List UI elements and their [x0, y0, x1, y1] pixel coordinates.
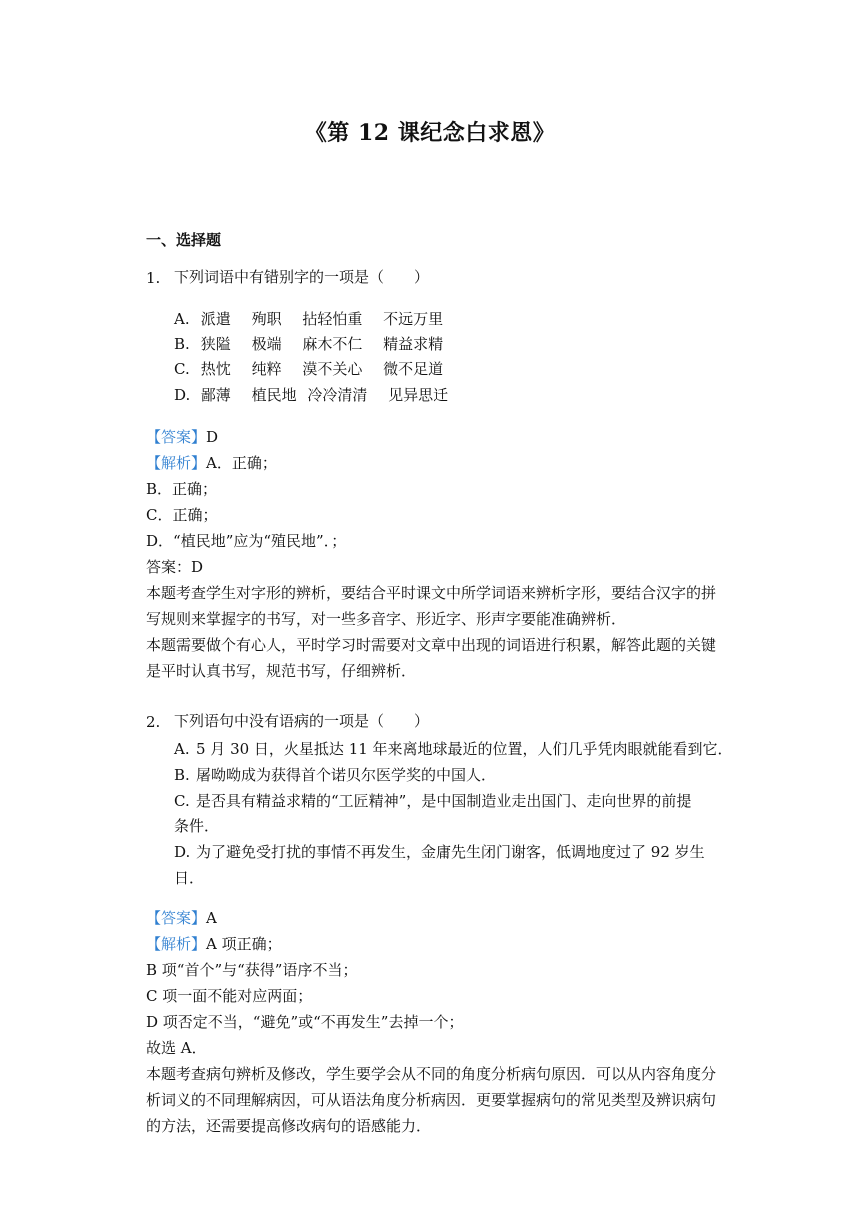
analysis-line: 是平时认真书写，规范书写，仔细辨析．	[146, 662, 417, 680]
option-continuation: 条件．	[174, 817, 220, 835]
option-word: 微不足道	[383, 360, 444, 378]
analysis-text: A 项正确；	[206, 935, 282, 953]
analysis-tag: 【解析】	[146, 935, 207, 953]
question-2-answer	[146, 908, 217, 928]
option-word: 极端	[251, 335, 282, 353]
analysis-line: 本题需要做个有心人，平时学习时需要对文章中出现的词语进行积累，解答此题的关键	[146, 636, 717, 654]
answer-value: D	[206, 428, 219, 446]
option-word: 拈轻怕重	[302, 310, 363, 328]
option-continuation: 日．	[174, 869, 205, 887]
analysis-line: B 项“首个”与“获得”语序不当；	[146, 961, 358, 979]
option-word: 殉职	[251, 310, 282, 328]
question-1-stem: 下列词语中有错别字的一项是（ ）	[174, 268, 430, 286]
question-1-option-d	[174, 385, 464, 405]
question-2-option-d	[174, 842, 705, 862]
section-heading: 一、选择题	[146, 231, 222, 249]
analysis-line: 答案：D	[146, 558, 204, 576]
option-letter: D.	[174, 843, 191, 861]
question-1-option-c	[174, 359, 459, 379]
analysis-line: 析词义的不同理解病因，可从语法角度分析病因．更要掌握病句的常见类型及辨识病句	[146, 1091, 717, 1109]
option-text: 是否具有精益求精的“工匠精神”，是中国制造业走出国门、走向世界的前提	[196, 792, 692, 810]
answer-value: A	[206, 909, 217, 927]
option-letter: D.	[174, 386, 191, 404]
option-word: 漠不关心	[302, 360, 363, 378]
option-word: 狭隘	[200, 335, 231, 353]
analysis-line: 的方法，还需要提高修改病句的语感能力．	[146, 1117, 432, 1135]
question-1-option-b	[174, 334, 459, 354]
answer-tag: 【答案】	[146, 428, 207, 446]
analysis-line: B．正确；	[146, 480, 218, 498]
option-letter: C.	[174, 792, 190, 810]
question-2-option-b	[174, 765, 496, 785]
analysis-line: 故选 A．	[146, 1039, 207, 1057]
question-2-number: 2.	[146, 713, 161, 731]
option-text: 为了避免受打扰的事情不再发生，金庸先生闭门谢客，低调地度过了 92 岁生	[196, 843, 705, 861]
analysis-line: 本题考查病句辨析及修改，学生要学会从不同的角度分析病句原因．可以从内容角度分	[146, 1065, 717, 1083]
option-word: 鄙薄	[200, 386, 231, 404]
analysis-line: D 项否定不当，“避免”或“不再发生”去掉一个；	[146, 1013, 464, 1031]
question-2-stem: 下列语句中没有语病的一项是（ ）	[174, 712, 430, 730]
analysis-line: D．“植民地”应为“殖民地”．；	[146, 532, 347, 550]
question-1-analysis	[146, 453, 277, 473]
answer-tag: 【答案】	[146, 909, 207, 927]
option-word: 纯粹	[251, 360, 282, 378]
question-2-option-a	[174, 739, 733, 759]
option-word: 不远万里	[383, 310, 444, 328]
option-word: 麻木不仁	[302, 335, 363, 353]
option-text: 屠呦呦成为获得首个诺贝尔医学奖的中国人．	[196, 766, 497, 784]
option-letter: A.	[174, 740, 190, 758]
analysis-line: C．正确；	[146, 506, 218, 524]
option-letter: A.	[174, 310, 190, 328]
option-word: 植民地	[251, 386, 297, 404]
page-title: 《第 12 课纪念白求恩》	[304, 120, 556, 146]
question-2-analysis	[146, 934, 282, 954]
question-2-option-c	[174, 791, 691, 811]
question-1-number: 1.	[146, 269, 161, 287]
option-text: 5 月 30 日，火星抵达 11 年来离地球最近的位置，人们几乎凭肉眼就能看到它．	[196, 740, 733, 758]
option-word: 派遣	[200, 310, 231, 328]
option-letter: C.	[174, 360, 190, 378]
option-word: 热忱	[200, 360, 231, 378]
question-1-option-a	[174, 309, 459, 329]
option-letter: B.	[174, 766, 190, 784]
analysis-line: C 项一面不能对应两面；	[146, 987, 313, 1005]
option-word: 冷冷清清	[307, 386, 368, 404]
analysis-text: A．正确；	[206, 454, 277, 472]
analysis-line: 本题考查学生对字形的辨析，要结合平时课文中所学词语来辨析字形，要结合汉字的拼	[146, 584, 717, 602]
analysis-line: 写规则来掌握字的书写，对一些多音字、形近字、形声字要能准确辨析．	[146, 610, 627, 628]
analysis-tag: 【解析】	[146, 454, 207, 472]
option-letter: B.	[174, 335, 190, 353]
question-1-answer	[146, 427, 218, 447]
option-word: 精益求精	[383, 335, 444, 353]
option-word: 见异思迁	[388, 386, 449, 404]
